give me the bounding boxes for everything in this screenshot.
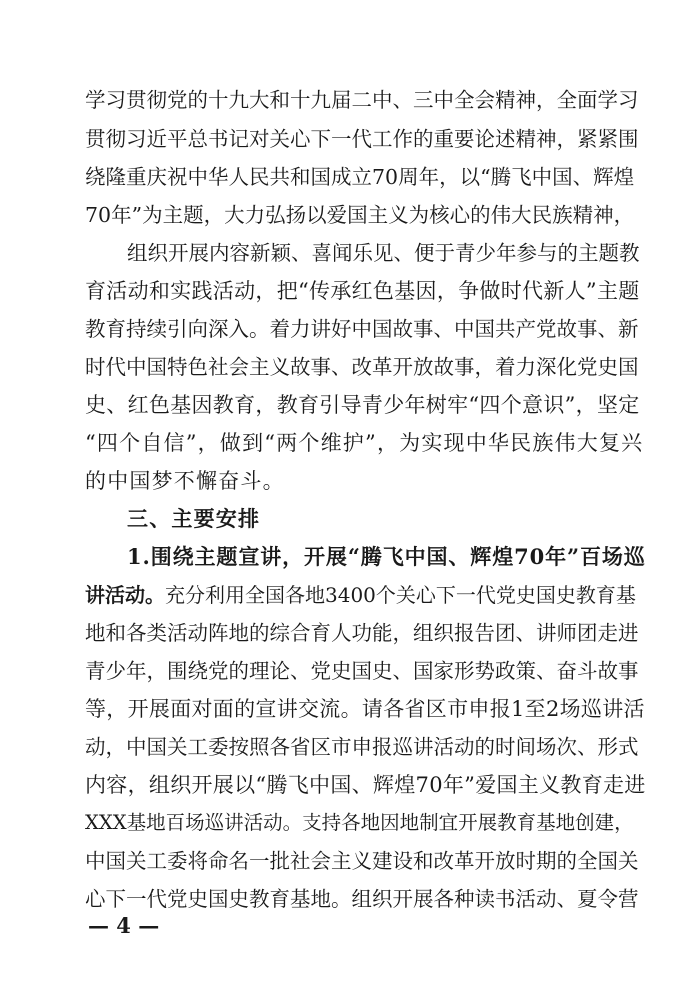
item-heading-line: 1.围绕主题宣讲，开展“腾飞中国、辉煌70年”百场巡 xyxy=(127,544,646,569)
body-line: 动，中国关工委按照各省区市申报巡讲活动的时间场次、形式 xyxy=(85,735,639,759)
body-line: 中国关工委将命名一批社会主义建设和改革开放时期的全国关 xyxy=(85,849,639,873)
body-line: 史、红色基因教育，教育引导青少年树牢“四个意识”，坚定 xyxy=(85,393,640,417)
item-heading-tail: 讲活动。 xyxy=(85,583,165,607)
section-heading: 三、主要安排 xyxy=(127,507,261,531)
body-line: 的中国梦不懈奋斗。 xyxy=(85,469,285,493)
body-line: 地和各类活动阵地的综合育人功能，组织报告团、讲师团走进 xyxy=(85,621,639,645)
body-line: 70年”为主题，大力弘扬以爱国主义为核心的伟大民族精神， xyxy=(85,203,635,227)
body-line: 绕隆重庆祝中华人民共和国成立70周年，以“腾飞中国、辉煌 xyxy=(85,165,635,189)
body-line: 组织开展内容新颖、喜闻乐见、便于青少年参与的主题教 xyxy=(127,241,640,265)
body-line: 育活动和实践活动，把“传承红色基因，争做时代新人”主题 xyxy=(85,279,640,303)
body-line: 学习贯彻党的十九大和十九届二中、三中全会精神，全面学习 xyxy=(85,88,639,112)
body-line: 内容，组织开展以“腾飞中国、辉煌70年”爱国主义教育走进 xyxy=(85,773,646,797)
item-heading-line-2 xyxy=(85,581,645,611)
body-line: 贯彻习近平总书记对关心下一代工作的重要论述精神，紧紧围 xyxy=(85,127,639,151)
body-line: 等，开展面对面的宣讲交流。请各省区市申报1至2场巡讲活 xyxy=(85,697,645,721)
body-line: 心下一代党史国史教育基地。组织开展各种读书活动、夏令营 xyxy=(85,887,639,911)
body-line: “四个自信”，做到“两个维护”，为实现中华民族伟大复兴 xyxy=(85,431,644,455)
item-body-start: 充分利用全国各地3400个关心下一代党史国史教育基 xyxy=(165,583,636,607)
body-line: 教育持续引向深入。着力讲好中国故事、中国共产党故事、新 xyxy=(85,317,639,341)
page-number: — 4 — xyxy=(88,913,160,938)
body-line: XXX基地百场巡讲活动。支持各地因地制宜开展教育基地创建， xyxy=(85,811,634,834)
body-line: 时代中国特色社会主义故事、改革开放故事，着力深化党史国 xyxy=(85,355,639,379)
body-line: 青少年，围绕党的理论、党史国史、国家形势政策、奋斗故事 xyxy=(85,659,639,683)
